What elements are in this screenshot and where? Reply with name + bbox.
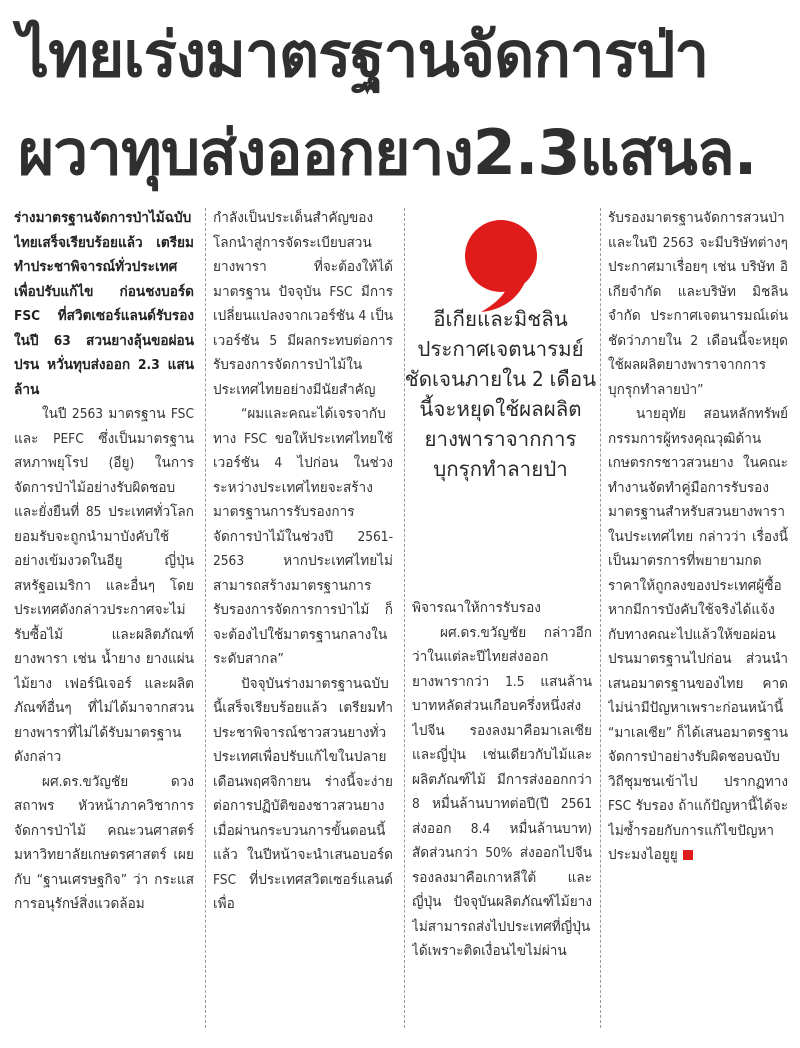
article-column-2 [213,206,393,1026]
article-column-1 [14,206,194,1026]
end-mark-icon [683,850,693,860]
body-paragraph: ปัจจุบันร่างมาตรฐานฉบับนี้เสร็จเรียบร้อยแล้ว เตรียมทำประชาพิจารณ์ชาวสวนยางทั่วประเทศเพื่อปรับแก้ไขในปลายเดือนพฤศจิกายน ร่างนี้จะง่ายต่อการปฏิบัติของชาวสวนยาง เมื่อผ่านกระบวนการขั้นตอนนี้แล้ว ในปีหน้าจะนำเสนอบอร์ด FSC ที่ประเทศสวิตเซอร์แลนด์เพื่อ [213,675,393,912]
column-divider [600,208,601,1028]
body-paragraph: กำลังเป็นประเด็นสำคัญของโลกนำสู่การจัดระเบียบสวนยางพารา ที่จะต้องให้ได้มาตรฐาน ปัจจุบัน FSC มีการเปลี่ยนแปลงจากเวอร์ชัน 4 เป็นเวอร์ชัน 5 มีผลกระทบต่อการรับรองการจัดการป่าไม้ในประเทศไทยอย่างมีนัยสำคัญ [213,210,393,398]
body-paragraph: ผศ.ดร.ขวัญชัย ดวงสถาพร หัวหน้าภาควิชาการจัดการป่าไม้ คณะวนศาสตร์ มหาวิทยาลัยเกษตรศาสตร์ เผยกับ “ฐานเศรษฐกิจ” ว่า กระแสการอนุรักษ์สิ่งแวดล้อม [14,773,194,912]
body-paragraph: “ผมและคณะได้เจรจากับทาง FSC ขอให้ประเทศไทยใช้เวอร์ชัน 4 ไปก่อน ในช่วงระหว่างประเทศไทยจะสร้างมาตรฐานการรับรองการจัดการป่าไม้ในช่วงปี 2561-2563 หากประเทศไทยไม่สามารถสร้างมาตรฐานการรับรองการจัดการการป่าไม้ ก็จะต้องไปใช้มาตรฐานกลางในระดับสากล” [213,406,393,667]
body-paragraph: รับรองมาตรฐานจัดการสวนป่า และในปี 2563 จะมีบริษัทต่างๆ ประกาศมาเรื่อยๆ เช่น บริษัท อิเกียจำกัด และบริษัท มิชลินจำกัด ประกาศเจตนารมณ์เด่นชัดว่าภายใน 2 เดือนนี้จะหยุดใช้ผลผลิตยางพาราจากการบุกรุกทำลายป่า” [608,210,788,398]
headline [18,6,788,202]
pull-quote-text: อีเกียและมิชลิน ประกาศเจตนารมย์ชัดเจนภายใน 2 เดือนนี้จะหยุดใช้ผลผลิตยางพาราจากการบุกรุกทำลายป่า [404,307,597,481]
article-column-3 [412,596,592,1032]
body-paragraph [608,402,788,868]
headline-line-2: ผวาทุบส่งออกยาง2.3แสนล. [18,116,757,189]
body-paragraph: ในปี 2563 มาตรฐาน FSC และ PEFC ซึ่งเป็นมาตรฐานสหภาพยุโรป (อียู) ในการจัดการป่าไม้อย่างรับผิดชอบและยั่งยืนที่ 85 ประเทศทั่วโลกยอมรับจะถูกนำมาบังคับใช้อย่างเข้มงวดในอียู ญี่ปุ่น สหรัฐอเมริกา และอื่นๆ โดยประเทศดังกล่าวประกาศจะไม่รับซื้อไม้ และผลิตภัณฑ์ยางพารา เช่น น้ำยาง ยางแผ่น ไม้ยาง เฟอร์นิเจอร์ และผลิตภัณฑ์อื่นๆ ที่ไม่ได้มาจากสวนยางพาราที่ไม่ได้รับมาตรฐานดังกล่าว [14,406,194,765]
lead-paragraph: ร่างมาตรฐานจัดการป่าไม้ฉบับไทยเสร็จเรียบร้อยแล้ว เตรียมทำประชาพิจารณ์ทั่วประเทศ เพื่อปรับแก้ไข ก่อนชงบอร์ด FSC ที่สวิตเซอร์แลนด์รับรองในปี 63 สวนยางลุ้นขอผ่อนปรน หวั่นทุบส่งออก 2.3 แสนล้าน [14,210,194,398]
red-comma-drop-icon [459,216,543,316]
headline-line-1: ไทยเร่งมาตรฐานจัดการป่า [18,18,709,91]
closing-paragraph-text: นายอุทัย สอนหลักทรัพย์ กรรมการผู้ทรงคุณวุฒิด้านเกษตรกรชาวสวนยาง ในคณะทำงานจัดทำคู่มือการรับรองมาตรฐานสำหรับสวนยางพาราในประเทศไทย กล่าวว่า เรื่องนี้เป็นมาตรการที่พยายามกดราคาให้ถูกลงของประเทศผู้ซื้อ หากมีการบังคับใช้จริงได้แจ้งกับทางคณะไปแล้วให้ขอผ่อนปรนมาตรฐานไปก่อน ส่วนนำเสนอมาตรฐานของไทย คาดไม่น่ามีปัญหาเพราะก่อนหน้านี้ “มาเลเซีย” ก็ได้เสนอมาตรฐานจัดการป่าอย่างรับผิดชอบฉบับวิถีชุมชนเข้าไป ปรากฏทาง FSC รับรอง ถ้าแก้ปัญหานี้ได้จะไม่ซ้ำรอยกับการแก้ไขปัญหาประมงไอยูยู [608,406,788,863]
body-paragraph: ผศ.ดร.ขวัญชัย กล่าวอีกว่าในแต่ละปีไทยส่งออกยางพารากว่า 1.5 แสนล้านบาทหลัดส่วนเกือบครึ่งหนึ่งส่งไปจีน รองลงมาคือมาเลเซีย และญี่ปุ่น เช่นเดียวกับไม้และผลิตภัณฑ์ไม้ มีการส่งออกกว่า 8 หมื่นล้านบาทต่อปี(ปี 2561 ส่งออก 8.4 หมื่นล้านบาท) สัดส่วนกว่า 50% ส่งออกไปจีน รองลงมาคือเกาหลีใต้ และญี่ปุ่น ปัจจุบันผลิตภัณฑ์ไม้ยางไม่สามารถส่งไปประเทศที่ญี่ปุ่นได้เพราะติดเงื่อนไขไม่ผ่าน [412,624,592,959]
column-divider [205,208,206,1028]
pull-quote-box [403,196,598,594]
body-paragraph: พิจารณาให้การรับรอง [412,600,541,616]
article-column-4 [608,206,788,1026]
